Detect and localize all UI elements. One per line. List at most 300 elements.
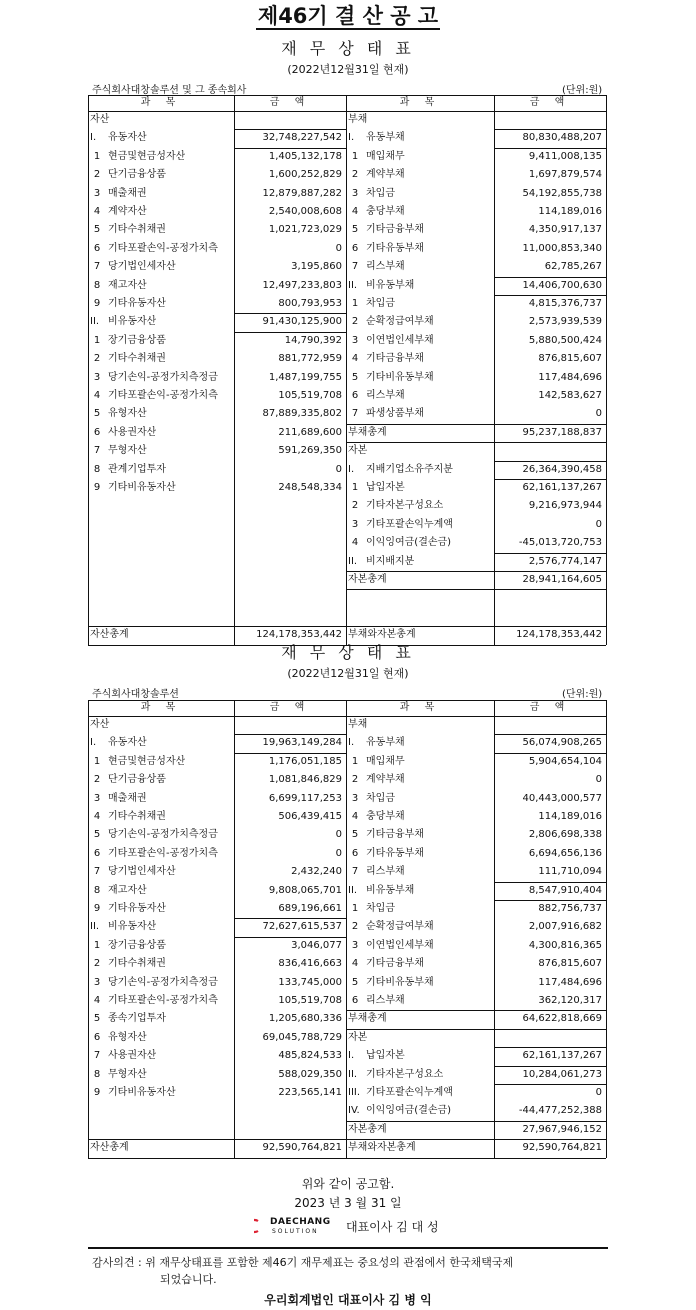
table-row xyxy=(346,1047,494,1065)
item-label: 기타유동자산 xyxy=(108,903,166,914)
table-row xyxy=(346,350,494,368)
table-row xyxy=(88,332,234,350)
item-number: 5 xyxy=(351,224,359,236)
item-label: 차입금 xyxy=(366,903,395,914)
table-row xyxy=(346,497,494,515)
item-label: 현금및현금성자산 xyxy=(108,150,186,162)
item-number: 7 xyxy=(93,261,101,273)
item-label: 종속기업투자 xyxy=(108,1013,166,1025)
item-label: 비유동자산 xyxy=(108,316,157,328)
item-label: 재고자산 xyxy=(108,884,147,896)
item-number: 7 xyxy=(93,445,101,457)
total-liabilities-equity-amount: 92,590,764,821 xyxy=(522,1142,602,1154)
item-amount: 3,195,860 xyxy=(291,261,342,273)
table-row xyxy=(88,166,234,184)
item-number: II. xyxy=(348,555,358,567)
statement2-title: 재 무 상 태 표 xyxy=(281,643,415,662)
table-row xyxy=(346,863,494,881)
item-amount: 133,745,000 xyxy=(278,976,342,988)
item-number: I. xyxy=(90,132,97,144)
item-number: I. xyxy=(348,463,355,475)
item-label: 계약자산 xyxy=(108,206,147,217)
item-label: 기타수취채권 xyxy=(108,224,166,236)
item-number: 1 xyxy=(93,150,101,162)
item-number: I. xyxy=(90,737,97,749)
table-row xyxy=(346,221,494,239)
table-row xyxy=(88,882,234,900)
header-subject-left: 과 목 xyxy=(140,702,182,713)
item-amount: 506,439,415 xyxy=(278,811,342,822)
item-number: 2 xyxy=(351,921,359,933)
item-number: 1 xyxy=(351,755,359,767)
item-amount: 80,830,488,207 xyxy=(522,132,602,144)
subtotal-rule xyxy=(494,1047,606,1048)
total-label: 자산총계 xyxy=(90,629,129,641)
item-label: 사용권자산 xyxy=(108,426,157,438)
item-number: 3 xyxy=(351,939,359,951)
item-number: 6 xyxy=(351,390,359,401)
header-subject-right: 과 목 xyxy=(399,702,441,713)
item-amount: 1,176,051,185 xyxy=(268,755,342,767)
item-number: 2 xyxy=(93,958,101,970)
item-label: 관계기업투자 xyxy=(108,463,166,475)
item-number: 3 xyxy=(351,187,359,199)
item-amount: 95,237,188,837 xyxy=(522,426,602,438)
item-number: 4 xyxy=(93,206,101,217)
table-row xyxy=(346,129,494,147)
item-label: 기타수취채권 xyxy=(108,353,166,365)
item-number: 4 xyxy=(93,811,101,822)
table-row xyxy=(88,845,234,863)
table-row xyxy=(346,974,494,992)
item-label: 무형자산 xyxy=(108,1068,147,1080)
table-row xyxy=(88,974,234,992)
item-number: 6 xyxy=(93,242,101,254)
table-row xyxy=(346,1029,494,1047)
table-row xyxy=(88,937,234,955)
item-number: 1 xyxy=(351,482,359,493)
table-row xyxy=(88,1084,234,1102)
item-amount: 11,000,853,340 xyxy=(522,242,602,254)
item-number: 3 xyxy=(351,792,359,804)
table-row xyxy=(88,992,234,1010)
item-label: 이익잉여금(결손금) xyxy=(366,537,452,549)
item-number: 2 xyxy=(93,774,101,786)
item-label: 자본총계 xyxy=(348,1123,387,1135)
subtotal-rule xyxy=(494,553,606,554)
item-amount: 12,497,233,803 xyxy=(262,279,342,291)
item-number: 4 xyxy=(351,811,359,822)
item-number: 7 xyxy=(93,1050,101,1062)
table-row xyxy=(88,295,234,313)
table-row xyxy=(88,387,234,405)
statement1-date: (2022년12월31일 현재) xyxy=(287,63,409,76)
item-number: II. xyxy=(348,1068,358,1080)
table-row xyxy=(88,863,234,881)
item-amount: 689,196,661 xyxy=(278,903,342,914)
item-label: 자본 xyxy=(348,445,368,457)
item-number: 5 xyxy=(351,829,359,841)
subtotal-rule xyxy=(234,734,346,735)
item-number: 4 xyxy=(351,353,359,365)
item-amount: 876,815,607 xyxy=(538,958,602,970)
header-amount-left: 금 액 xyxy=(269,702,311,713)
item-amount: 9,808,065,701 xyxy=(268,884,342,896)
item-label: 단기금융상품 xyxy=(108,774,166,786)
table-row xyxy=(346,553,494,571)
item-label: 기타비유동부채 xyxy=(366,371,434,383)
item-label: 지배기업소유주지분 xyxy=(366,463,453,475)
table-row xyxy=(346,826,494,844)
item-label: 기타금융부채 xyxy=(366,224,424,236)
table-row xyxy=(346,955,494,973)
subtotal-rule xyxy=(494,129,606,130)
item-label: 당기손익-공정가치측정금 xyxy=(108,829,218,841)
item-amount: 1,405,132,178 xyxy=(268,150,342,162)
statement2-date: (2022년12월31일 현재) xyxy=(287,667,409,680)
item-label: 기타유동부채 xyxy=(366,242,424,254)
subtotal-rule xyxy=(494,882,606,883)
total-liabilities-equity-amount: 124,178,353,442 xyxy=(516,629,602,641)
item-number: 3 xyxy=(93,976,101,988)
item-number: 5 xyxy=(93,408,101,420)
table-row xyxy=(88,771,234,789)
item-label: 부채총계 xyxy=(348,426,387,438)
table-row xyxy=(346,734,494,752)
item-number: 5 xyxy=(351,976,359,988)
item-amount: 117,484,696 xyxy=(538,976,602,988)
item-amount: 876,815,607 xyxy=(538,353,602,365)
item-amount: 591,269,350 xyxy=(278,445,342,457)
audit-opinion xyxy=(92,1254,612,1288)
table-row xyxy=(346,1102,494,1120)
ceo-signature: 대표이사 김 대 성 xyxy=(346,1220,439,1234)
item-number: 2 xyxy=(351,169,359,181)
divider xyxy=(88,1247,608,1249)
item-label: 기타유동자산 xyxy=(108,298,166,309)
subtotal-rule xyxy=(494,461,606,462)
item-amount: 588,029,350 xyxy=(278,1068,342,1080)
item-number: 8 xyxy=(93,279,101,291)
total-assets-amount: 124,178,353,442 xyxy=(256,629,342,641)
item-amount: 1,600,252,829 xyxy=(268,169,342,181)
table-row xyxy=(88,369,234,387)
item-label: 납입자본 xyxy=(366,482,405,493)
company-name-2: 주식회사대창솔루션 xyxy=(92,689,179,700)
item-number: 3 xyxy=(93,371,101,383)
item-label: 충당부채 xyxy=(366,811,405,822)
item-amount: 0 xyxy=(335,847,342,859)
item-number: 8 xyxy=(93,463,101,475)
item-number: I. xyxy=(348,737,355,749)
item-label: 기타포괄손익-공정가치측 xyxy=(108,390,218,401)
table-row xyxy=(88,1066,234,1084)
item-amount: 26,364,390,458 xyxy=(522,463,602,475)
item-amount: 1,487,199,755 xyxy=(268,371,342,383)
table-row xyxy=(88,1010,234,1028)
item-label: 계약부채 xyxy=(366,774,405,786)
audit-opinion-line2: 되었습니다. xyxy=(160,1273,217,1286)
item-label: 기타유동부채 xyxy=(366,847,424,859)
item-label: 차입금 xyxy=(366,792,395,804)
item-number: I. xyxy=(348,132,355,144)
unit-label-2: (단위:원) xyxy=(562,689,603,700)
statement1-title: 재 무 상 태 표 xyxy=(281,39,415,58)
item-amount: 105,519,708 xyxy=(278,995,342,1006)
item-label: 비지배지분 xyxy=(366,555,415,567)
item-label: 기타금융부채 xyxy=(366,353,424,365)
item-amount: 32,748,227,542 xyxy=(262,132,342,144)
table-row xyxy=(346,461,494,479)
item-amount: 27,967,946,152 xyxy=(522,1123,602,1135)
item-amount: 117,484,696 xyxy=(538,371,602,383)
table-row xyxy=(88,790,234,808)
item-number: 3 xyxy=(351,518,359,530)
item-amount: 0 xyxy=(595,1087,602,1098)
item-label: 당기법인세자산 xyxy=(108,261,176,273)
table-row xyxy=(88,350,234,368)
item-amount: 8,547,910,404 xyxy=(528,884,602,896)
item-number: 6 xyxy=(93,426,101,438)
table-row xyxy=(88,826,234,844)
item-label: 사용권자산 xyxy=(108,1050,157,1062)
column-rule xyxy=(606,700,607,1158)
table-row xyxy=(346,845,494,863)
item-label: 재고자산 xyxy=(108,279,147,291)
item-number: III. xyxy=(348,1087,361,1098)
item-number: 6 xyxy=(351,242,359,254)
item-amount: 5,880,500,424 xyxy=(528,334,602,346)
column-rule xyxy=(494,700,495,1158)
item-number: 9 xyxy=(93,903,101,914)
table-row xyxy=(88,221,234,239)
item-label: 무형자산 xyxy=(108,445,147,457)
item-label: 매입채무 xyxy=(366,755,405,767)
subtotal-rule xyxy=(234,129,346,130)
table-row xyxy=(88,716,234,734)
item-amount: 1,081,846,829 xyxy=(268,774,342,786)
table-row xyxy=(346,203,494,221)
item-amount: 2,806,698,338 xyxy=(528,829,602,841)
item-label: 유동자산 xyxy=(108,132,147,144)
item-label: 파생상품부채 xyxy=(366,408,424,420)
table-border-bottom xyxy=(88,1158,606,1159)
item-label: 차입금 xyxy=(366,187,395,199)
item-number: 4 xyxy=(351,958,359,970)
item-label: 비유동부채 xyxy=(366,279,415,291)
item-label: 기타포괄손익누계액 xyxy=(366,518,453,530)
table-row xyxy=(346,369,494,387)
item-label: 이익잉여금(결손금) xyxy=(366,1105,452,1117)
item-label: 부채 xyxy=(348,114,368,125)
column-rule xyxy=(606,95,607,645)
item-amount: 882,756,737 xyxy=(538,903,602,914)
table-row xyxy=(346,479,494,497)
item-label: 매출채권 xyxy=(108,187,147,199)
header-subject-left: 과 목 xyxy=(140,97,182,108)
item-number: 7 xyxy=(351,408,359,420)
item-number: 4 xyxy=(351,537,359,549)
item-label: 매출채권 xyxy=(108,792,147,804)
item-amount: 105,519,708 xyxy=(278,390,342,401)
item-amount: 56,074,908,265 xyxy=(522,737,602,749)
item-number: I. xyxy=(348,1050,355,1062)
table-row xyxy=(346,808,494,826)
table-row xyxy=(88,277,234,295)
item-amount: 211,689,600 xyxy=(278,426,342,438)
table-row xyxy=(88,313,234,331)
item-amount: 114,189,016 xyxy=(538,206,602,217)
subtotal-rule xyxy=(494,1066,606,1067)
item-number: 8 xyxy=(93,1068,101,1080)
table-row xyxy=(88,148,234,166)
item-label: 당기법인세자산 xyxy=(108,866,176,878)
subtotal-rule xyxy=(494,734,606,735)
item-amount: 9,411,008,135 xyxy=(528,150,602,162)
total-liabilities-equity-label xyxy=(346,1139,494,1157)
item-number: 1 xyxy=(351,298,359,309)
item-label: 순확정급여부채 xyxy=(366,316,434,328)
item-amount: 2,573,939,539 xyxy=(528,316,602,328)
subtotal-rule xyxy=(234,918,346,919)
item-label: 유동부채 xyxy=(366,737,405,749)
item-amount: 485,824,533 xyxy=(278,1050,342,1062)
item-number: 3 xyxy=(351,334,359,346)
item-amount: 4,300,816,365 xyxy=(528,939,602,951)
table-row xyxy=(346,405,494,423)
item-label: 장기금융상품 xyxy=(108,939,166,951)
item-label: 장기금융상품 xyxy=(108,334,166,346)
item-label: 충당부채 xyxy=(366,206,405,217)
item-amount: 10,284,061,273 xyxy=(522,1068,602,1080)
item-amount: 2,007,916,682 xyxy=(528,921,602,933)
item-amount: 14,790,392 xyxy=(284,334,342,346)
item-amount: 2,432,240 xyxy=(291,866,342,878)
table-row xyxy=(88,203,234,221)
table-row xyxy=(346,111,494,129)
item-amount: -45,013,720,753 xyxy=(518,537,602,549)
table-row xyxy=(346,240,494,258)
item-label: 기타수취채권 xyxy=(108,811,166,822)
item-number: 4 xyxy=(93,995,101,1006)
item-amount: 362,120,317 xyxy=(538,995,602,1006)
item-number: 2 xyxy=(351,774,359,786)
table-row xyxy=(88,405,234,423)
item-label: 이연법인세부채 xyxy=(366,334,434,346)
table-row xyxy=(346,442,494,460)
item-amount: 800,793,953 xyxy=(278,298,342,309)
table-row xyxy=(346,258,494,276)
item-amount: 4,815,376,737 xyxy=(528,298,602,309)
item-amount: 1,697,879,574 xyxy=(528,169,602,181)
item-amount: 54,192,855,738 xyxy=(522,187,602,199)
item-number: 2 xyxy=(93,169,101,181)
audit-opinion-line1: 감사의견 : 위 재무상태표를 포함한 제46기 재무제표는 중요성의 관점에서 한국채택국제 xyxy=(92,1256,514,1269)
item-label: 차입금 xyxy=(366,298,395,309)
item-number: 5 xyxy=(93,829,101,841)
item-amount: 87,889,335,802 xyxy=(262,408,342,420)
subtotal-rule xyxy=(234,313,346,314)
table-row xyxy=(346,937,494,955)
table-row xyxy=(88,129,234,147)
item-amount: 62,785,267 xyxy=(544,261,602,273)
total-assets-amount: 92,590,764,821 xyxy=(262,1142,342,1154)
company-name: 주식회사대창솔루션 및 그 종속회사 xyxy=(92,85,247,96)
item-label: 기타금융부채 xyxy=(366,829,424,841)
item-label: 자산 xyxy=(90,719,110,730)
header-subject-right: 과 목 xyxy=(399,97,441,108)
table-row xyxy=(346,753,494,771)
table-row xyxy=(346,716,494,734)
total-label: 부채와자본총계 xyxy=(348,1142,416,1154)
item-amount: 0 xyxy=(335,242,342,254)
table-row xyxy=(346,313,494,331)
item-number: 6 xyxy=(351,847,359,859)
item-label: 리스부채 xyxy=(366,390,405,401)
item-number: 4 xyxy=(93,390,101,401)
table-row xyxy=(346,148,494,166)
table-row xyxy=(346,900,494,918)
item-amount: 3,046,077 xyxy=(291,939,342,951)
unit-label: (단위:원) xyxy=(562,85,603,96)
item-label: 비유동부채 xyxy=(366,884,415,896)
item-amount: 6,699,117,253 xyxy=(268,792,342,804)
item-label: 자본총계 xyxy=(348,574,387,585)
item-amount: 62,161,137,267 xyxy=(522,482,602,493)
table-row xyxy=(346,332,494,350)
item-label: 유형자산 xyxy=(108,1031,147,1043)
item-number: 1 xyxy=(93,939,101,951)
table-row xyxy=(88,808,234,826)
table-row xyxy=(346,387,494,405)
item-label: 기타비유동부채 xyxy=(366,976,434,988)
item-amount: 72,627,615,537 xyxy=(262,921,342,933)
item-number: II. xyxy=(90,316,100,328)
table-row xyxy=(346,918,494,936)
item-label: 매입채무 xyxy=(366,150,405,162)
item-amount: 0 xyxy=(595,774,602,786)
item-label: 기타비유동자산 xyxy=(108,1087,176,1098)
item-amount: 0 xyxy=(595,518,602,530)
total-label: 자산총계 xyxy=(90,1142,129,1154)
table-row xyxy=(346,992,494,1010)
item-number: 8 xyxy=(93,884,101,896)
item-label: 비유동자산 xyxy=(108,921,157,933)
table-row xyxy=(88,1047,234,1065)
item-amount: 69,045,788,729 xyxy=(262,1031,342,1043)
item-number: 1 xyxy=(93,755,101,767)
item-amount: 91,430,125,900 xyxy=(262,316,342,328)
item-amount: 62,161,137,267 xyxy=(522,1050,602,1062)
item-label: 기타포괄손익-공정가치측 xyxy=(108,995,218,1006)
item-amount: 12,879,887,282 xyxy=(262,187,342,199)
item-amount: 111,710,094 xyxy=(538,866,602,878)
table-row xyxy=(346,771,494,789)
item-number: II. xyxy=(90,921,100,933)
item-label: 기타포괄손익누계액 xyxy=(366,1087,453,1098)
item-amount: 64,622,818,669 xyxy=(522,1013,602,1025)
item-amount: 2,576,774,147 xyxy=(528,555,602,567)
item-amount: 1,021,723,029 xyxy=(268,224,342,236)
item-amount: -44,477,252,388 xyxy=(518,1105,602,1117)
item-amount: 2,540,008,608 xyxy=(268,206,342,217)
item-label: 리스부채 xyxy=(366,866,405,878)
table-row xyxy=(88,918,234,936)
column-rule xyxy=(234,95,235,645)
item-label: 계약부채 xyxy=(366,169,405,181)
item-number: 9 xyxy=(93,482,101,493)
table-row xyxy=(346,1010,494,1028)
